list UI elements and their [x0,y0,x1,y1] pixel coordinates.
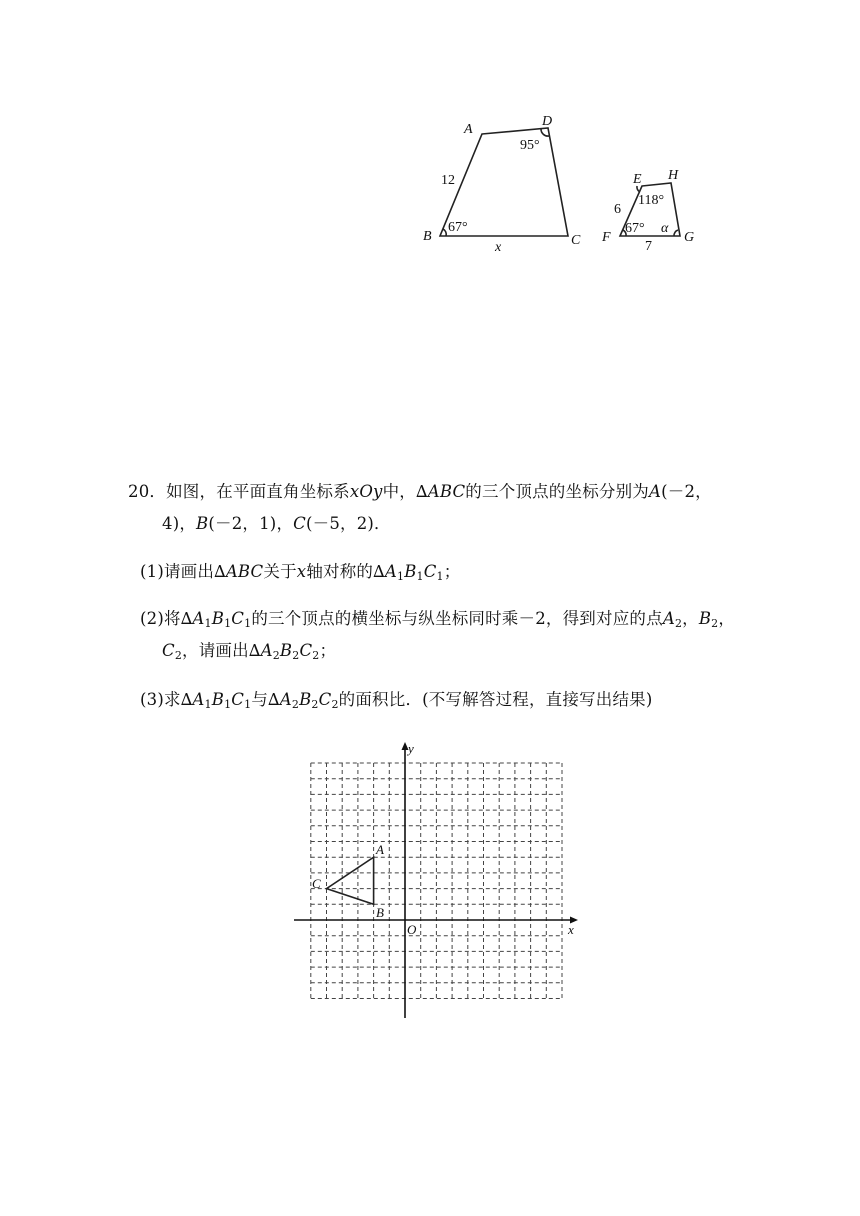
x-axis-label: x [568,922,574,937]
vertex-c-label: C [312,876,321,891]
angle-d-value: 95° [520,138,540,153]
angle-g-arc [674,230,678,236]
problem-line-1: 20．如图，在平面直角坐标系xOy中，∆ABC的三个顶点的坐标分别为A(－2， [128,482,712,501]
angle-g-value: α [661,221,669,236]
triangle-abc [327,857,374,904]
origin-label: O [407,922,417,937]
vertex-a-label: A [376,842,384,857]
label-a: A [464,122,473,137]
side-ab-length: 12 [441,173,455,188]
quadrilaterals-figure [415,105,705,255]
problem-part-2-line-1: (2)将$\Delta A_1B_1C_1$的三个顶点的横坐标与纵坐标同时乘－2，得到对应的点$A_2$，$B_2$， [140,609,736,630]
problem-number: 20． [128,482,167,501]
coordinate-grid-figure [290,738,590,1023]
label-b: B [423,229,432,244]
problem-part-2-line-2: $C_2$，请画出$\Delta A_2B_2C_2$； [162,641,337,662]
angle-b-value: 67° [448,220,468,235]
angle-f-value: 67° [625,221,645,236]
y-axis-label: y [408,741,414,756]
angle-b-arc [443,229,446,236]
problem-line-2: 4)，B(－2，1)，C(－5，2)． [162,514,391,533]
side-bc-length: x [495,240,502,255]
label-e: E [633,172,642,187]
label-c: C [571,233,581,248]
side-fg-length: 7 [645,239,652,254]
problem-part-1: (1)请画出∆ABC关于x轴对称的$\Delta A_1B_1C_1$； [140,562,461,583]
vertex-b-label: B [376,905,384,920]
angle-e-value: 118° [638,193,665,208]
label-h: H [668,168,679,183]
label-g: G [684,230,695,245]
label-f: F [602,230,611,245]
grid-lines [311,763,562,999]
side-ef-length: 6 [614,202,621,217]
problem-part-3: (3)求$\Delta A_1B_1C_1$与$\Delta A_2B_2C_2$的面积比．(不写解答过程，直接写出结果) [140,690,653,711]
label-d: D [542,114,553,129]
